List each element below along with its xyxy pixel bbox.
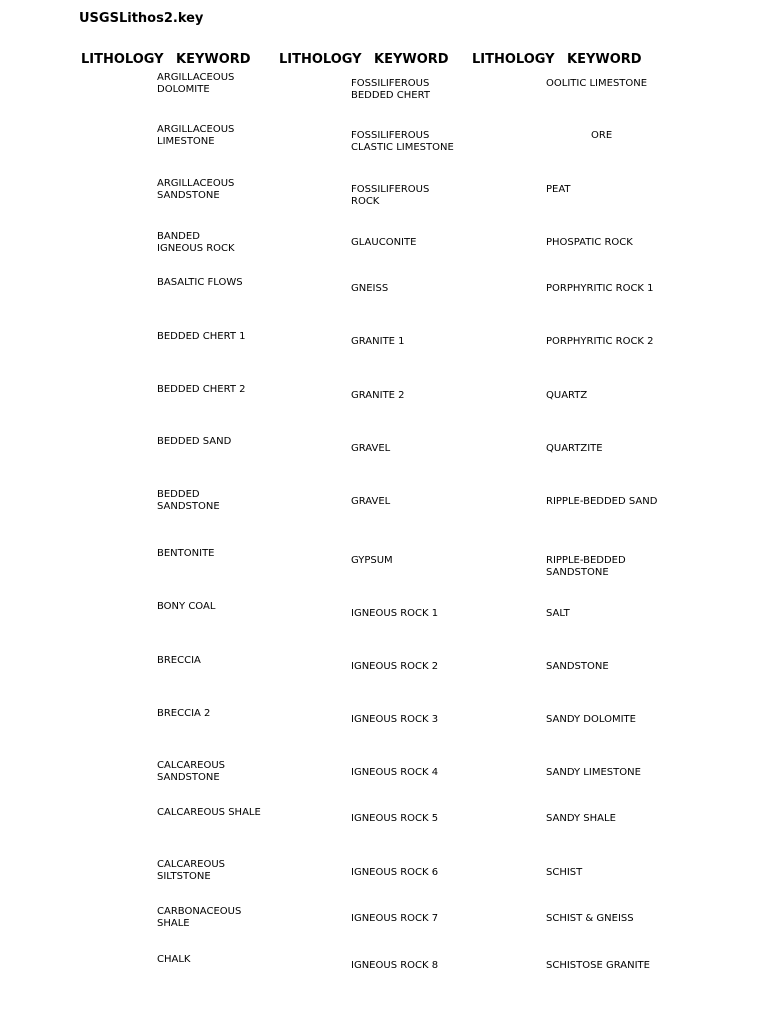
lithology-keyword-cell: RIPPLE-BEDDED SAND [546,496,658,507]
header-lithology-2: LITHOLOGY [279,52,362,67]
header-lithology-1: LITHOLOGY [81,52,164,67]
lithology-keyword-cell: GRAVEL [351,496,391,507]
document-title: USGSLithos2.key [79,11,204,26]
lithology-keyword-cell: PEAT [546,184,571,195]
lithology-keyword-cell: GRAVEL [351,443,391,454]
lithology-keyword-cell: RIPPLE-BEDDED SANDSTONE [546,555,626,578]
lithology-keyword-cell: BEDDED CHERT 2 [157,384,246,395]
lithology-keyword-cell: OOLITIC LIMESTONE [546,78,648,89]
lithology-keyword-cell: IGNEOUS ROCK 6 [351,867,439,878]
lithology-keyword-cell: SANDSTONE [546,661,609,672]
lithology-keyword-cell: PORPHYRITIC ROCK 2 [546,336,654,347]
lithology-keyword-cell: PHOSPATIC ROCK [546,237,633,248]
header-keyword-1: KEYWORD [176,52,251,67]
lithology-keyword-cell: ORE [591,130,613,141]
header-keyword-2: KEYWORD [374,52,449,67]
lithology-keyword-cell: GNEISS [351,283,389,294]
lithology-keyword-cell: GLAUCONITE [351,237,417,248]
lithology-keyword-cell: FOSSILIFEROUS BEDDED CHERT [351,78,430,101]
header-lithology-3: LITHOLOGY [472,52,555,67]
lithology-keyword-cell: SANDY DOLOMITE [546,714,636,725]
lithology-keyword-cell: ARGILLACEOUS SANDSTONE [157,178,235,201]
lithology-keyword-cell: CARBONACEOUS SHALE [157,906,242,929]
lithology-keyword-cell: CALCAREOUS SANDSTONE [157,760,226,783]
lithology-keyword-cell: IGNEOUS ROCK 7 [351,913,439,924]
lithology-keyword-cell: SCHIST [546,867,583,878]
lithology-keyword-cell: BRECCIA 2 [157,708,211,719]
lithology-keyword-cell: BEDDED SAND [157,436,232,447]
lithology-keyword-cell: FOSSILIFEROUS CLASTIC LIMESTONE [351,130,454,153]
lithology-keyword-cell: ARGILLACEOUS LIMESTONE [157,124,235,147]
lithology-keyword-cell: CALCAREOUS SILTSTONE [157,859,226,882]
lithology-keyword-cell: GRANITE 2 [351,390,405,401]
lithology-keyword-cell: CALCAREOUS SHALE [157,807,261,818]
lithology-keyword-cell: ARGILLACEOUS DOLOMITE [157,72,235,95]
lithology-keyword-cell: BANDED IGNEOUS ROCK [157,231,235,254]
lithology-keyword-cell: IGNEOUS ROCK 1 [351,608,439,619]
lithology-keyword-cell: CHALK [157,954,191,965]
lithology-keyword-cell: IGNEOUS ROCK 5 [351,813,439,824]
lithology-keyword-cell: GYPSUM [351,555,393,566]
lithology-keyword-cell: IGNEOUS ROCK 3 [351,714,439,725]
lithology-keyword-cell: BASALTIC FLOWS [157,277,243,288]
lithology-keyword-cell: PORPHYRITIC ROCK 1 [546,283,654,294]
lithology-keyword-cell: BONY COAL [157,601,216,612]
header-keyword-3: KEYWORD [567,52,642,67]
lithology-keyword-cell: IGNEOUS ROCK 8 [351,960,439,971]
lithology-keyword-cell: SCHIST & GNEISS [546,913,634,924]
lithology-keyword-cell: BEDDED SANDSTONE [157,489,220,512]
lithology-keyword-cell: SANDY SHALE [546,813,616,824]
lithology-keyword-cell: SCHISTOSE GRANITE [546,960,650,971]
lithology-keyword-cell: GRANITE 1 [351,336,405,347]
lithology-keyword-cell: QUARTZ [546,390,588,401]
lithology-keyword-cell: BEDDED CHERT 1 [157,331,246,342]
lithology-keyword-cell: QUARTZITE [546,443,603,454]
lithology-keyword-cell: IGNEOUS ROCK 4 [351,767,439,778]
lithology-keyword-cell: IGNEOUS ROCK 2 [351,661,439,672]
lithology-keyword-cell: SALT [546,608,570,619]
lithology-keyword-cell: BRECCIA [157,655,201,666]
lithology-keyword-cell: BENTONITE [157,548,215,559]
lithology-keyword-cell: SANDY LIMESTONE [546,767,641,778]
lithology-keyword-cell: FOSSILIFEROUS ROCK [351,184,430,207]
